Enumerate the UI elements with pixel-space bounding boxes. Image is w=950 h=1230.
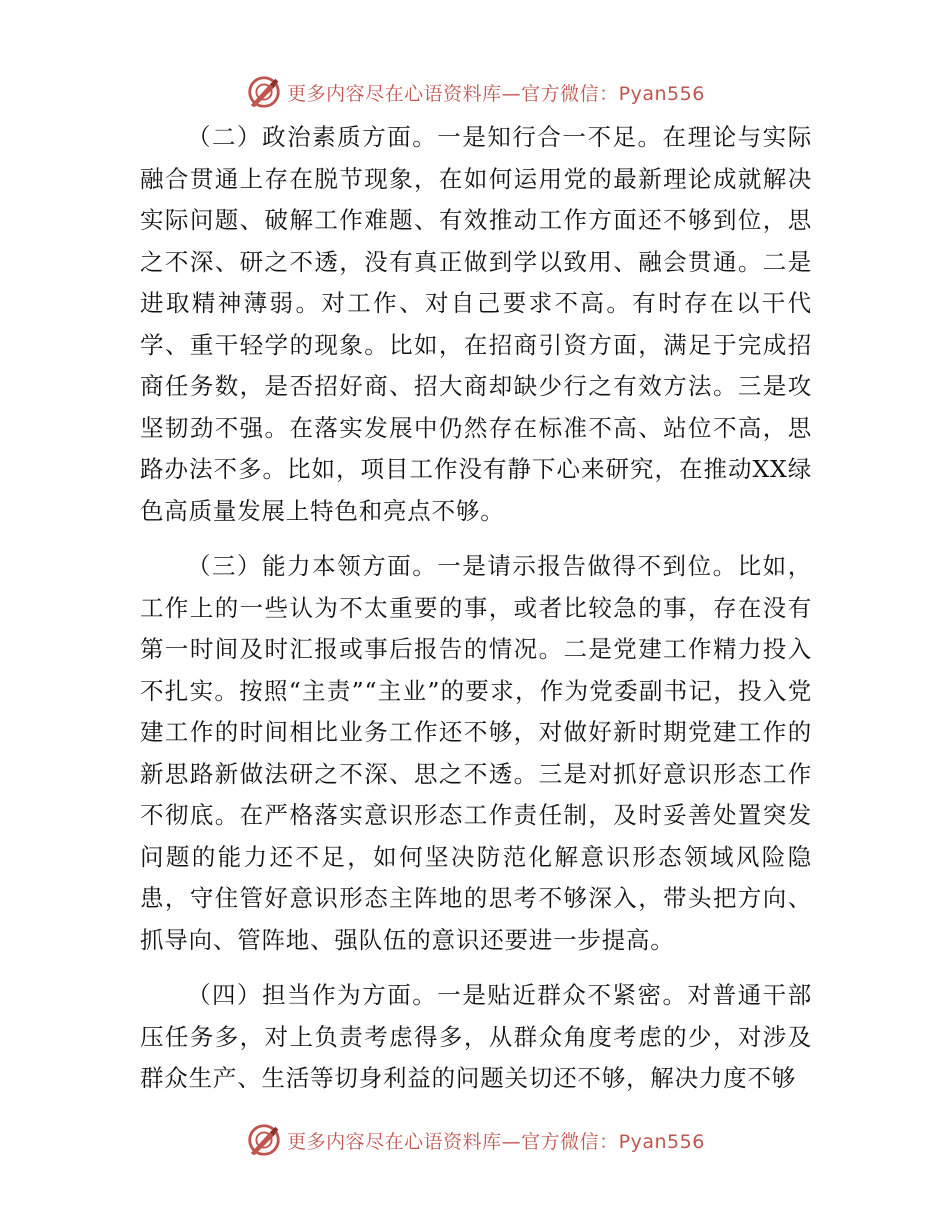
paragraph-political-quality: （二）政治素质方面。一是知行合一不足。在理论与实际融合贯通上存在脱节现象，在如何运用党的最新理论成就解决实际问题、破解工作难题、有效推动工作方面还不够到位，思之不深、研之不透，没有真正做到学以致用、融会贯通。二是进取精神薄弱。对工作、对自己要求不高。有时存在以干代学、重干轻学的现象。比如，在招商引资方面，满足于完成招商任务数，是否招好商、招大商却缺少行之有效方法。三是攻坚韧劲不强。在落实发展中仍然存在标准不高、站位不高，思路办法不多。比如，项目工作没有静下心来研究，在推动XX绿色高质量发展上特色和亮点不够。 — [140, 123, 812, 525]
watermark-text: 更多内容尽在心语资料库—官方微信：Pyan556 — [287, 82, 705, 105]
document-body — [140, 117, 812, 1114]
pen-seal-logo-icon — [245, 1121, 283, 1159]
watermark-text: 更多内容尽在心语资料库—官方微信：Pyan556 — [287, 1130, 705, 1153]
header-watermark — [0, 70, 950, 114]
pen-seal-logo-icon — [245, 73, 283, 111]
footer-watermark — [0, 1118, 950, 1162]
paragraph-responsibility: （四）担当作为方面。一是贴近群众不紧密。对普通干部压任务多，对上负责考虑得多，从群众角度考虑的少，对涉及群众生产、生活等切身利益的问题关切还不够，解决力度不够 — [140, 981, 812, 1092]
paragraph-ability: （三）能力本领方面。一是请示报告做得不到位。比如，工作上的一些认为不太重要的事，或者比较急的事，存在没有第一时间及时汇报或事后报告的情况。二是党建工作精力投入不扎实。按照“主责”“主业”的要求，作为党委副书记，投入党建工作的时间相比业务工作还不够，对做好新时期党建工作的新思路新做法研之不深、思之不透。三是对抓好意识形态工作不彻底。在严格落实意识形态工作责任制，及时妥善处置突发问题的能力还不足，如何坚决防范化解意识形态领域风险隐患，守住管好意识形态主阵地的思考不够深入，带头把方向、抓导向、管阵地、强队伍的意识还要进一步提高。 — [140, 552, 812, 954]
